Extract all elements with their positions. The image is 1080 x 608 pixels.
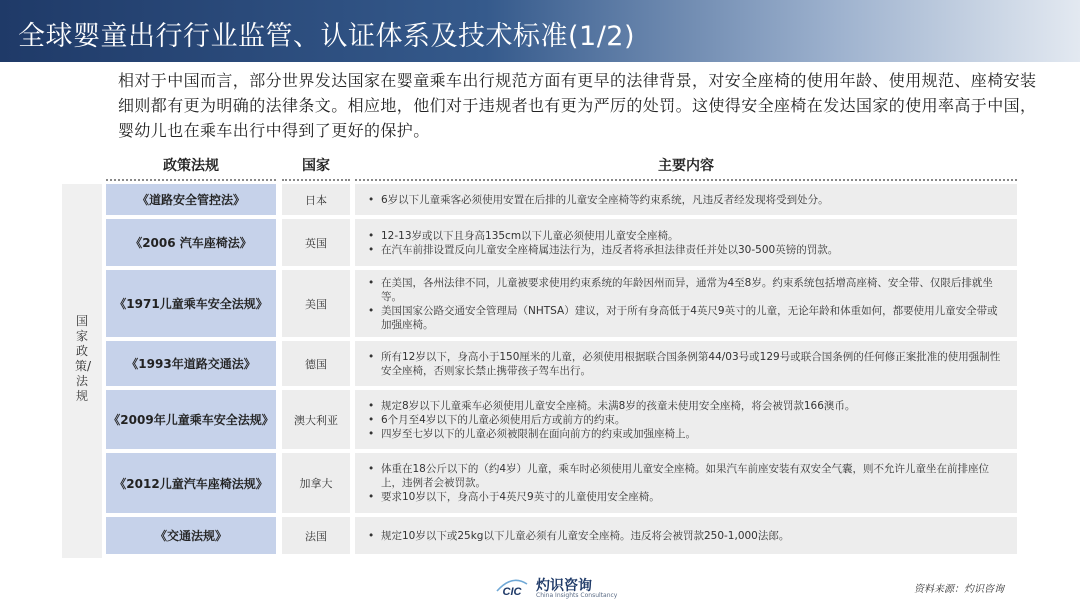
country-cell: 美国 [282, 270, 350, 337]
table-row [0, 453, 1080, 513]
content-cell [355, 270, 1017, 337]
content-bullet: • 在汽车前排设置反向儿童安全座椅属违法行为，违反者将承担法律责任并处以30-500英镑的罚款。 [367, 243, 1007, 257]
law-name-cell: 《2006 汽车座椅法》 [106, 219, 276, 266]
law-name-cell: 《2012儿童汽车座椅法规》 [106, 453, 276, 513]
law-name-cell: 《交通法规》 [106, 517, 276, 554]
country-cell: 加拿大 [282, 453, 350, 513]
logo-english-name: China Insights Consultancy [536, 592, 618, 599]
table-row [0, 184, 1080, 215]
content-bullet: • 美国国家公路交通安全管理局（NHTSA）建议，对于所有身高低于4英尺9英寸的儿童，无论年龄和体重如何，都要使用儿童安全带或加强座椅。 [367, 304, 1007, 332]
country-cell: 德国 [282, 341, 350, 386]
law-name-cell: 《1971儿童乘车安全法规》 [106, 270, 276, 337]
side-category-label: 国家政策/法规 [75, 314, 92, 403]
company-logo [494, 574, 624, 600]
content-bullet: • 12-13岁或以下且身高135cm以下儿童必须使用儿童安全座椅。 [367, 229, 1007, 243]
content-cell [355, 390, 1017, 449]
logo-mark-text: CIC [502, 586, 522, 598]
content-cell [355, 517, 1017, 554]
content-cell [355, 219, 1017, 266]
header-content: 主要内容 [658, 158, 714, 174]
content-cell [355, 184, 1017, 215]
header-underline-content [355, 179, 1017, 181]
law-name-cell: 《道路安全管控法》 [106, 184, 276, 215]
source-note: 资料来源：灼识咨询 [914, 584, 1004, 595]
content-bullet: • 6个月至4岁以下的儿童必须使用后方或前方的约束。 [367, 413, 1007, 427]
table-row [0, 270, 1080, 337]
content-cell [355, 341, 1017, 386]
country-cell: 日本 [282, 184, 350, 215]
content-bullet: • 要求10岁以下，身高小于4英尺9英寸的儿童使用安全座椅。 [367, 490, 1007, 504]
table-row [0, 390, 1080, 449]
title-bar [0, 0, 1080, 62]
intro-paragraph: 相对于中国而言，部分世界发达国家在婴童乘车出行规范方面有更早的法律背景，对安全座椅的使用年龄、使用规范、座椅安装细则都有更为明确的法律条文。相应地，他们对于违规者也有更为严厉的处罚。这使得安全座椅在发达国家的使用率高于中国，婴幼儿也在乘车出行中得到了更好的保护。 [118, 71, 1037, 140]
country-cell: 英国 [282, 219, 350, 266]
country-cell: 法国 [282, 517, 350, 554]
header-underline-country [282, 179, 350, 181]
law-name-cell: 《2009年儿童乘车安全法规》 [106, 390, 276, 449]
header-law: 政策法规 [163, 158, 219, 174]
content-bullet: • 规定8岁以下儿童乘车必须使用儿童安全座椅。未满8岁的孩童未使用安全座椅，将会被罚款166澳币。 [367, 399, 1007, 413]
logo-chinese-name: 灼识咨询 [536, 578, 592, 594]
content-bullet: • 在美国，各州法律不同，儿童被要求使用约束系统的年龄因州而异，通常为4至8岁。约束系统包括增高座椅、安全带、仅限后排就坐等。 [367, 276, 1007, 304]
table-header-row [0, 153, 1080, 179]
header-underline-law [106, 179, 276, 181]
page-title: 全球婴童出行行业监管、认证体系及技术标准(1/2) [18, 21, 636, 52]
content-bullet: • 所有12岁以下，身高小于150厘米的儿童，必须使用根据联合国条例第44/03号或129号或联合国条例的任何修正案批准的使用强制性安全座椅，否则家长禁止携带孩子驾车出行。 [367, 350, 1007, 378]
law-name-cell: 《1993年道路交通法》 [106, 341, 276, 386]
content-bullet: • 规定10岁以下或25kg以下儿童必须有儿童安全座椅。违反将会被罚款250-1,000法郎。 [367, 529, 1007, 543]
header-country: 国家 [302, 158, 330, 174]
content-bullet: • 6岁以下儿童乘客必须使用安置在后排的儿童安全座椅等约束系统，凡违反者经发现将受到处分。 [367, 193, 1007, 207]
country-cell: 澳大利亚 [282, 390, 350, 449]
content-bullet: • 四岁至七岁以下的儿童必须被限制在面向前方的约束或加强座椅上。 [367, 427, 1007, 441]
content-bullet: • 体重在18公斤以下的（约4岁）儿童，乘车时必须使用儿童安全座椅。如果汽车前座安装有双安全气囊，则不允许儿童坐在前排座位上，违例者会被罚款。 [367, 462, 1007, 490]
table-row [0, 341, 1080, 386]
content-cell [355, 453, 1017, 513]
cic-logo-icon [494, 576, 530, 598]
table-row [0, 219, 1080, 266]
table-row [0, 517, 1080, 554]
